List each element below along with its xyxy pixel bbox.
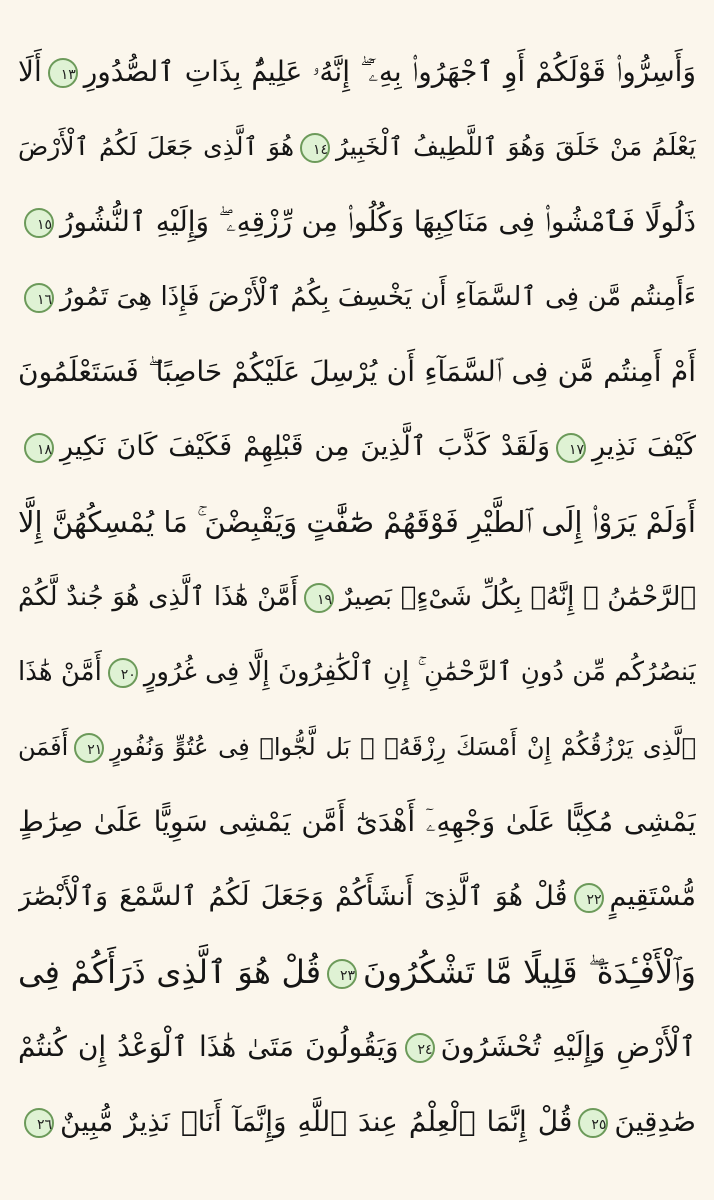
ayah-number-marker: ٢٣ [327,959,357,989]
verse-line-1 [18,36,696,108]
line-text: ٱلْأَرْضِ وَإِلَيْهِ تُحْشَرُونَ [440,1030,696,1063]
verse-line-12 [18,861,696,933]
line-text: أَمَّنْ هَٰذَا ٱلَّذِى هُوَ جُندٌ لَّكُمْ [18,582,299,612]
verse-line-9 [18,636,696,708]
line-text: يَعْلَمُ مَنْ خَلَقَ وَهُوَ ٱللَّطِيفُ ٱلْخَبِيرُ [336,132,696,161]
verse-line-15 [18,1086,696,1158]
line-text: ٱلرَّحْمَٰنُ ۚ إِنَّهُۥ بِكُلِّ شَىْءٍۭ بَصِيرٌ [340,582,696,612]
line-text: صَٰدِقِينَ [614,1105,696,1138]
verse-line-11 [18,786,696,858]
line-text: أَمْ أَمِنتُم مَّن فِى ٱلسَّمَآءِ أَن يُرْسِلَ عَلَيْكُمْ حَاصِبًا ۖ فَسَتَعْلَمُونَ [18,355,696,388]
ayah-number-marker: ١٥ [24,208,54,238]
line-text: ءَأَمِنتُم مَّن فِى ٱلسَّمَآءِ أَن يَخْسِفَ بِكُمُ ٱلْأَرْضَ فَإِذَا هِىَ تَمُورُ [60,282,696,312]
ayah-number-marker: ٢٢ [574,883,604,913]
line-text: أَوَلَمْ يَرَوْا۟ إِلَى ٱلطَّيْرِ فَوْقَهُمْ صَٰٓفَّٰتٍ وَيَقْبِضْنَ ۚ مَا يُمْسِكُهُنَّ إِلَّا [18,505,696,539]
ayah-number-marker: ٢٦ [24,1108,54,1138]
ayah-number-marker: ٢٤ [405,1033,435,1063]
ayah-number-marker: ١٤ [300,133,330,163]
verse-line-3 [18,186,696,258]
verse-line-8 [18,561,696,633]
line-text: كَيْفَ نَذِيرِ [592,431,696,462]
ayah-number-marker: ١٩ [304,583,334,613]
line-text: وَيَقُولُونَ مَتَىٰ هَٰذَا ٱلْوَعْدُ إِن كُنتُمْ [18,1030,399,1063]
line-text: قُلْ إِنَّمَا ٱلْعِلْمُ عِندَ ٱللَّهِ وَإِنَّمَآ أَنَا۠ نَذِيرٌ مُّبِينٌ [60,1105,573,1138]
ayah-number-marker: ١٣ [48,58,78,88]
line-text: وَٱلْأَفْـِٔدَةَ ۖ قَلِيلًا مَّا تَشْكُرُونَ [363,953,696,991]
line-text: هُوَ ٱلَّذِى جَعَلَ لَكُمُ ٱلْأَرْضَ [18,132,295,161]
line-text: أَلَا [18,55,42,88]
verse-line-5 [18,336,696,408]
verse-line-6 [18,411,696,483]
line-text: ٱلَّذِى يَرْزُقُكُمْ إِنْ أَمْسَكَ رِزْقَهُۥ ۚ بَل لَّجُّوا۟ فِى عُتُوٍّ وَنُفُورٍ [110,733,696,761]
ayah-number-marker: ٢١ [74,733,104,763]
line-text: أَمَّنْ هَٰذَا [18,657,102,687]
verse-line-13 [18,936,696,1008]
verse-line-2 [18,111,696,183]
line-text: وَلَقَدْ كَذَّبَ ٱلَّذِينَ مِن قَبْلِهِمْ فَكَيْفَ كَانَ نَكِيرِ [60,431,551,462]
ayah-number-marker: ١٨ [24,433,54,463]
verse-line-10 [18,711,696,783]
verse-line-14 [18,1011,696,1083]
ayah-number-marker: ١٧ [556,433,586,463]
line-text: مُّسْتَقِيمٍ [609,881,696,912]
verse-line-7 [18,486,696,558]
line-text: يَنصُرُكُم مِّن دُونِ ٱلرَّحْمَٰنِ ۚ إِنِ ٱلْكَٰفِرُونَ إِلَّا فِى غُرُورٍ [143,657,696,687]
ayah-number-marker: ٢٠ [108,658,138,688]
ayah-number-marker: ٢٥ [578,1108,608,1138]
line-text: أَفَمَن [18,733,69,761]
line-text: ذَلُولًا فَٱمْشُوا۟ فِى مَنَاكِبِهَا وَكُلُوا۟ مِن رِّزْقِهِۦ ۖ وَإِلَيْهِ ٱلنُّشُورُ [60,205,696,238]
line-text: يَمْشِى مُكِبًّا عَلَىٰ وَجْهِهِۦٓ أَهْدَىٰٓ أَمَّن يَمْشِى سَوِيًّا عَلَىٰ صِرَٰطٍ [18,805,696,838]
ayah-number-marker: ١٦ [24,283,54,313]
line-text: وَأَسِرُّوا۟ قَوْلَكُمْ أَوِ ٱجْهَرُوا۟ بِهِۦٓ ۖ إِنَّهُۥ عَلِيمٌۢ بِذَاتِ ٱلصُّدُورِ [83,55,696,88]
line-text: قُلْ هُوَ ٱلَّذِىٓ أَنشَأَكُمْ وَجَعَلَ لَكُمُ ٱلسَّمْعَ وَٱلْأَبْصَٰرَ [18,881,568,912]
line-text: قُلْ هُوَ ٱلَّذِى ذَرَأَكُمْ فِى [18,953,322,991]
verse-line-4 [18,261,696,333]
